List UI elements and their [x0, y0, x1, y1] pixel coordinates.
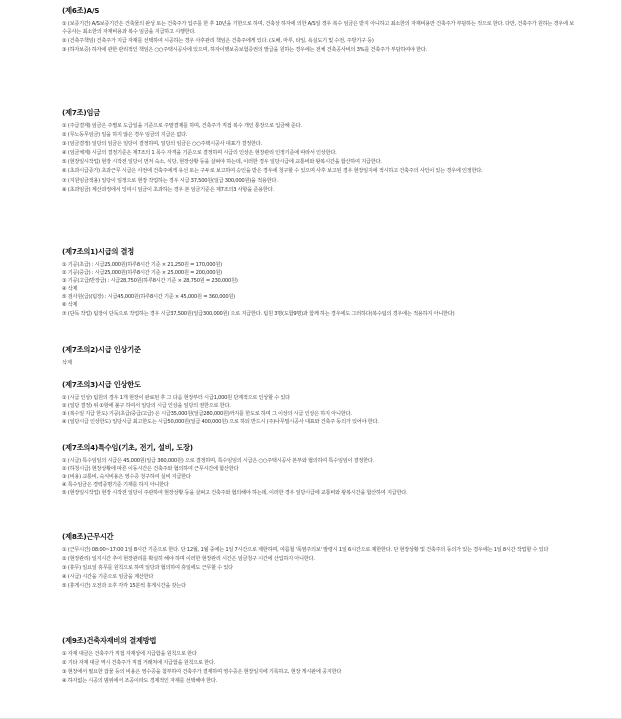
section-title: (제7조의3)시급 인상한도: [62, 380, 141, 389]
list-item: ④ 하자없는 시공의 범위에서 조공이라도 경제적인 자재를 선택해야 한다.: [62, 678, 218, 685]
list-item: ② (무노동무임금) 일을 하지 않은 경우 임금의 지급은 없다.: [62, 132, 188, 139]
list-item: ⑥ (초과시급증가) 초과근무 시급은 사전에 건축주에게 유선 또는 구두로 보고하여 승인을 받은 경우에 청구할 수 있으며 사후 보고된 경우 현장일지에 적시하고 건축주의 사인이 있는 경우에 인정한다.: [62, 168, 483, 175]
list-item: ⑧ (초과임금) 계산과정에서 잉여시 임금이 초과하는 경우 본 임금기준은 제7조의3 사항을 준용한다.: [62, 186, 274, 193]
deleted-note: 삭제: [62, 360, 73, 366]
section-7-4-special-work: [62, 443, 574, 497]
list-item: ④ (일당시급 인상한도) 일당시급 최고한도는 시급50,000원(일급 400,000원) 으로 하되 반드시 (주)나무밀시공사 대표와 건축주 동의가 있어야 한다.: [62, 419, 379, 426]
section-8-working-hours: [62, 532, 574, 591]
list-item: ① (주급결제) 임금은 주별로 도급일을 기준으로 주말결제를 하며, 건축주가 직접 복수 개인 통장으로 입금해 준다.: [62, 123, 302, 129]
list-item: ⑤ (현장일시작업) 현장 시작전 일당이 주관하여 현장상황 등을 살펴고 건축주와 협의해야 하는데, 이러한 경우 일당시급에 교통비와 왕복시간을 합산하여 지급한다.: [62, 490, 408, 497]
section-7-wage: [62, 108, 574, 195]
list-item: ⑦ (지원임금적용) 일당이 일정으로 현장 작업하는 경우 시급 37,500원(일급 300,000원)을 적용한다.: [62, 177, 278, 184]
section-title: (제7조의2)시급 인상기준: [62, 345, 141, 354]
list-item: ⑦ (단독 작업) 팀장이 단독으로 작업하는 경우 시급37,500원(일급300,000원) 으로 지급한다. 팀원 3명(도합9명)과 함께 하는 경우에도 그러하다(복수팀의 경우에는 적용하지 아니한다): [62, 310, 455, 317]
list-item: ① 자재 대금은 건축주가 직접 자재상에 지급함을 원칙으로 한다: [62, 651, 197, 657]
list-item: ③ (복수일 지급 한도) 기공(초급/중급/고급) 은 시급35,000원(일급280,000원)까지를 한도로 하며 그 이상의 시급 인상은 하지 아니한다.: [62, 411, 352, 418]
section-title: (제7조의1)시급의 결정: [62, 247, 135, 256]
list-item: ③ (임금결정) 일당의 임금은 일당이 결정하며, 일당의 임금은 ○○주택시공사 대표가 결정한다.: [62, 141, 262, 148]
section-6-as: [62, 6, 574, 55]
list-item: ⑥ 삭제: [62, 302, 78, 309]
list-item: ① (보증기간) A/S보증기간은 건축물의 완성 또는 건축주가 입주를 한 후 10년을 기한으로 하며, 건축상 하자에 의한 A/S일 경우 복수 임금은 받지 아니하고 최소한의 자재비용만 건축주가 부담하는 것으로 한다. 다만, 건축주가 원하는 경우에 보수공사는 최소한의 자재비용과 복수 임금을 지급하고 시행한다.: [62, 21, 574, 36]
list-item: ④ (임금체계) 시급의 결정기준은 제7조의 1 목수 자격을 기준으로 결정하며 시급의 인상은 현장관리 인정기준에 따라서 인상한다.: [62, 150, 337, 157]
list-item: ③ 현장에서 필요한 잡물 등의 비용은 영수증을 첨부하여 건축주가 결재하며 영수증은 현장일지에 기록하고, 현장 게시판에 공지한다: [62, 669, 342, 676]
list-item: ② 기공(중급) : 시급25,000원(하루8시간 기준 × 25,000원 = 200,000원): [62, 270, 222, 277]
section-title: (제7조의4)특수임(기초, 전기, 설비, 도장): [62, 443, 193, 452]
list-item: ① (근무시간) 08:00~17:00 1일 8시간 기준으로 한다. 단 12월, 1월 중에는 1일 7시간으로 제한하며, 여름철 '폭염주의보' 발령시 1일 6시간으로 제한한다. 단 현장상황 및 건축주의 동의가 있는 경우에는 1일 8시간 작업할 수 있다: [62, 547, 549, 553]
section-7-2-raise-criteria: [62, 345, 574, 367]
list-item: ① (시급 인상) 팀원의 경우 1개 현장이 완료된 후 그 다음 현장부터 시급1,000원 단계적으로 인상할 수 있다: [62, 395, 290, 401]
list-item: ③ 기공(고급/반장급) : 시급28,750원(하루8시간 기준 × 28,750원 = 230,000원): [62, 278, 238, 285]
list-item: ④ 삭제: [62, 286, 78, 293]
list-item: ⑤ (현장일시작업) 현장 시작전 일당이 먼저 숙소, 식당, 현장상황 등을 살펴야 하는데, 이러한 경우 일당시급에 교통비와 왕복시간을 합산하여 지급한다.: [62, 159, 382, 166]
section-title: (제8조)근무시간: [62, 532, 114, 541]
section-7-3-raise-limit: [62, 380, 574, 426]
list-item: ④ 특수임금은 경력증명기준 기재를 하지 아니한다: [62, 482, 169, 489]
list-item: ⑤ (휴게시간) 오전과 오후 각각 15분씩 휴게시간을 갖는다: [62, 583, 186, 590]
list-item: ③ (비용) 교통비, 숙식비용은 영수증 청구하여 실비 지급한다: [62, 474, 191, 481]
list-item: ① 기공(초급) : 시급25,000원(하루8시간 기준 × 21,250원 = 170,000원): [62, 262, 222, 268]
list-item: ② (건축주책임) 건축주가 지급 자재를 선택하여 시공하는 경우 사후관리 책임은 건축주에게 있다. (도배, 마루, 타일, 욕실도기 및 수전, 주방기구 등): [62, 38, 374, 45]
section-title: (제6조)A/S: [62, 6, 100, 15]
list-item: ① (시급) 특수임임의 시급은 45,000원(일급 360,000원) 으로 결정하며, 특수임임의 시급은 ○○주택시공사 본부와 협의하여 특수임임이 결정한다.: [62, 458, 375, 464]
list-item: ② (일당 결정) 위 ①항에 불구 하여서 일당의 시급 인상을 일당의 권한으로 한다.: [62, 403, 231, 410]
section-title: (제7조)임금: [62, 108, 100, 117]
list-item: ② 기타 자재 대금 역시 건축주가 직접 거래처에 지급함을 원칙으로 한다.: [62, 660, 216, 667]
list-item: ⑤ 검사원(급)(팀장) : 시급45,000원(하루8시간 기준 × 45,000원 = 360,000원): [62, 294, 235, 301]
section-9-material-payment: [62, 636, 574, 686]
list-item: ④ (시급) 시간을 기준으로 임금을 계산한다: [62, 574, 154, 581]
section-title: (제9조)건축자재비의 결제방법: [62, 636, 157, 645]
section-7-1-hourly-wage: [62, 247, 574, 318]
list-item: ② (현장관리) 일지시간 추어 현장관리를 확실히 해야 하며 이러한 현장관리 시간은 임금청구 시간에 산입하지 아니한다.: [62, 556, 315, 563]
list-item: ③ (하자보증) 하자에 관한 관리적인 책임은 ○○주택시공사에 있으며, 하자이행보증보험증권의 발급을 원하는 경우에는 전체 건축공사비의 3%를 건축주가 부담하여야 한다.: [62, 47, 428, 54]
list-item: ② (하청시급) 현장상황에 따른 이동시간은 건축주와 협의하여 근무시간에 합산한다: [62, 466, 239, 473]
list-item: ③ (휴무) 일요일 휴무를 원칙으로 하며 일당과 협의하여 휴일에도 근무할 수 있다: [62, 565, 233, 572]
